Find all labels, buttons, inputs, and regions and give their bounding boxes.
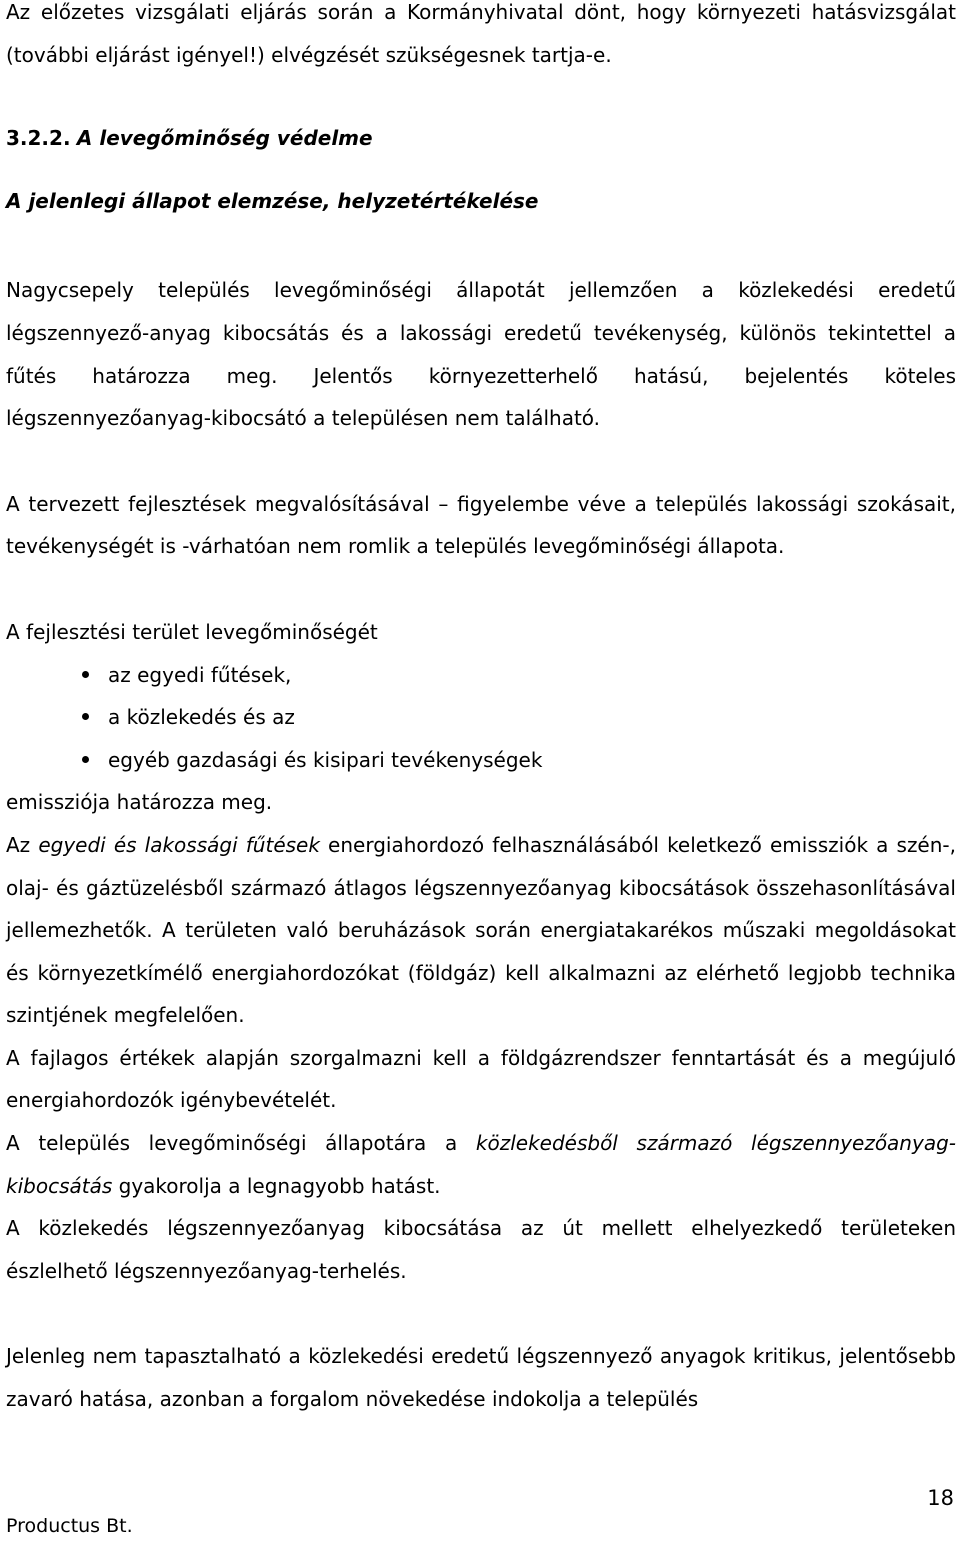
paragraph-development: A tervezett fejlesztések megvalósításával – figyelembe véve a település lakossági szokásait, tevékenységét is -várhatóan nem romlik a település levegőminőségi állapota.	[6, 491, 956, 559]
bullet-icon	[82, 756, 89, 763]
paragraph-specific-values: A fajlagos értékek alapján szorgalmazni kell a földgázrendszer fenntartását és a megújuló energiahordozók igénybevételét.	[6, 1045, 956, 1113]
list-item: a közlekedés és az	[6, 696, 956, 739]
paragraph-air-quality: Nagycsepely település levegőminőségi állapotát jellemzően a közlekedési eredetű légszennyező-anyag kibocsátás és a lakossági eredetű tevékenység, különös tekintettel a fűtés határozza meg. Jelentős környezetterhelő hatású, bejelentés köteles légszennyezőanyag-kibocsátó a településen nem található.	[6, 278, 956, 431]
footer-company: Productus Bt.	[6, 1515, 133, 1537]
section-title: A levegőminőség védelme	[76, 126, 373, 151]
emphasis-heating: egyedi és lakossági fűtések	[38, 832, 320, 857]
paragraph-current-status: Jelenleg nem tapasztalható a közlekedési eredetű légszennyező anyagok kritikus, jelentősebb zavaró hatása, azonban a forgalom növekedése indokolja a település	[6, 1344, 956, 1412]
section-number: 3.2.2.	[6, 126, 71, 151]
paragraph-intro: Az előzetes vizsgálati eljárás során a Kormányhivatal dönt, hogy környezeti hatásvizsgálat (további eljárást igényel!) elvégzését szükségesnek tartja-e.	[6, 0, 956, 67]
paragraph-heating: Az egyedi és lakossági fűtések energiahordozó felhasználásából keletkező emissziók a szén-, olaj- és gáztüzelésből származó átlagos légszennyezőanyag kibocsátások összehasonlításával jellemezhetők. A területen való beruházások során energiatakarékos műszaki megoldásokat és környezetkímélő energiahordozókat (földgáz) kell alkalmazni az elérhető legjobb technika szintjének megfelelően.	[6, 832, 956, 1028]
list-item: az egyedi fűtések,	[6, 654, 956, 697]
section-heading	[6, 117, 956, 160]
paragraph-area-outro: emissziója határozza meg.	[6, 790, 273, 815]
paragraph-transport-emission: A közlekedés légszennyezőanyag kibocsátása az út mellett elhelyezkedő területeken észlelhető légszennyezőanyag-terhelés.	[6, 1216, 956, 1283]
document-page	[6, 0, 956, 1421]
emission-sources-list	[6, 654, 956, 782]
bullet-icon	[82, 713, 89, 720]
paragraph-area-intro: A fejlesztési terület levegőminőségét	[6, 619, 378, 644]
page-number: 18	[927, 1486, 954, 1510]
list-item: egyéb gazdasági és kisipari tevékenységek	[6, 739, 956, 782]
bullet-icon	[82, 671, 89, 678]
subtitle: A jelenlegi állapot elemzése, helyzetértékelése	[6, 188, 539, 213]
paragraph-transport-impact: A település levegőminőségi állapotára a közlekedésből származó légszennyezőanyag-kibocsátás gyakorolja a legnagyobb hatást.	[6, 1131, 956, 1198]
emphasis-transport: közlekedésből származó légszennyezőanyag-kibocsátás	[6, 1131, 956, 1198]
